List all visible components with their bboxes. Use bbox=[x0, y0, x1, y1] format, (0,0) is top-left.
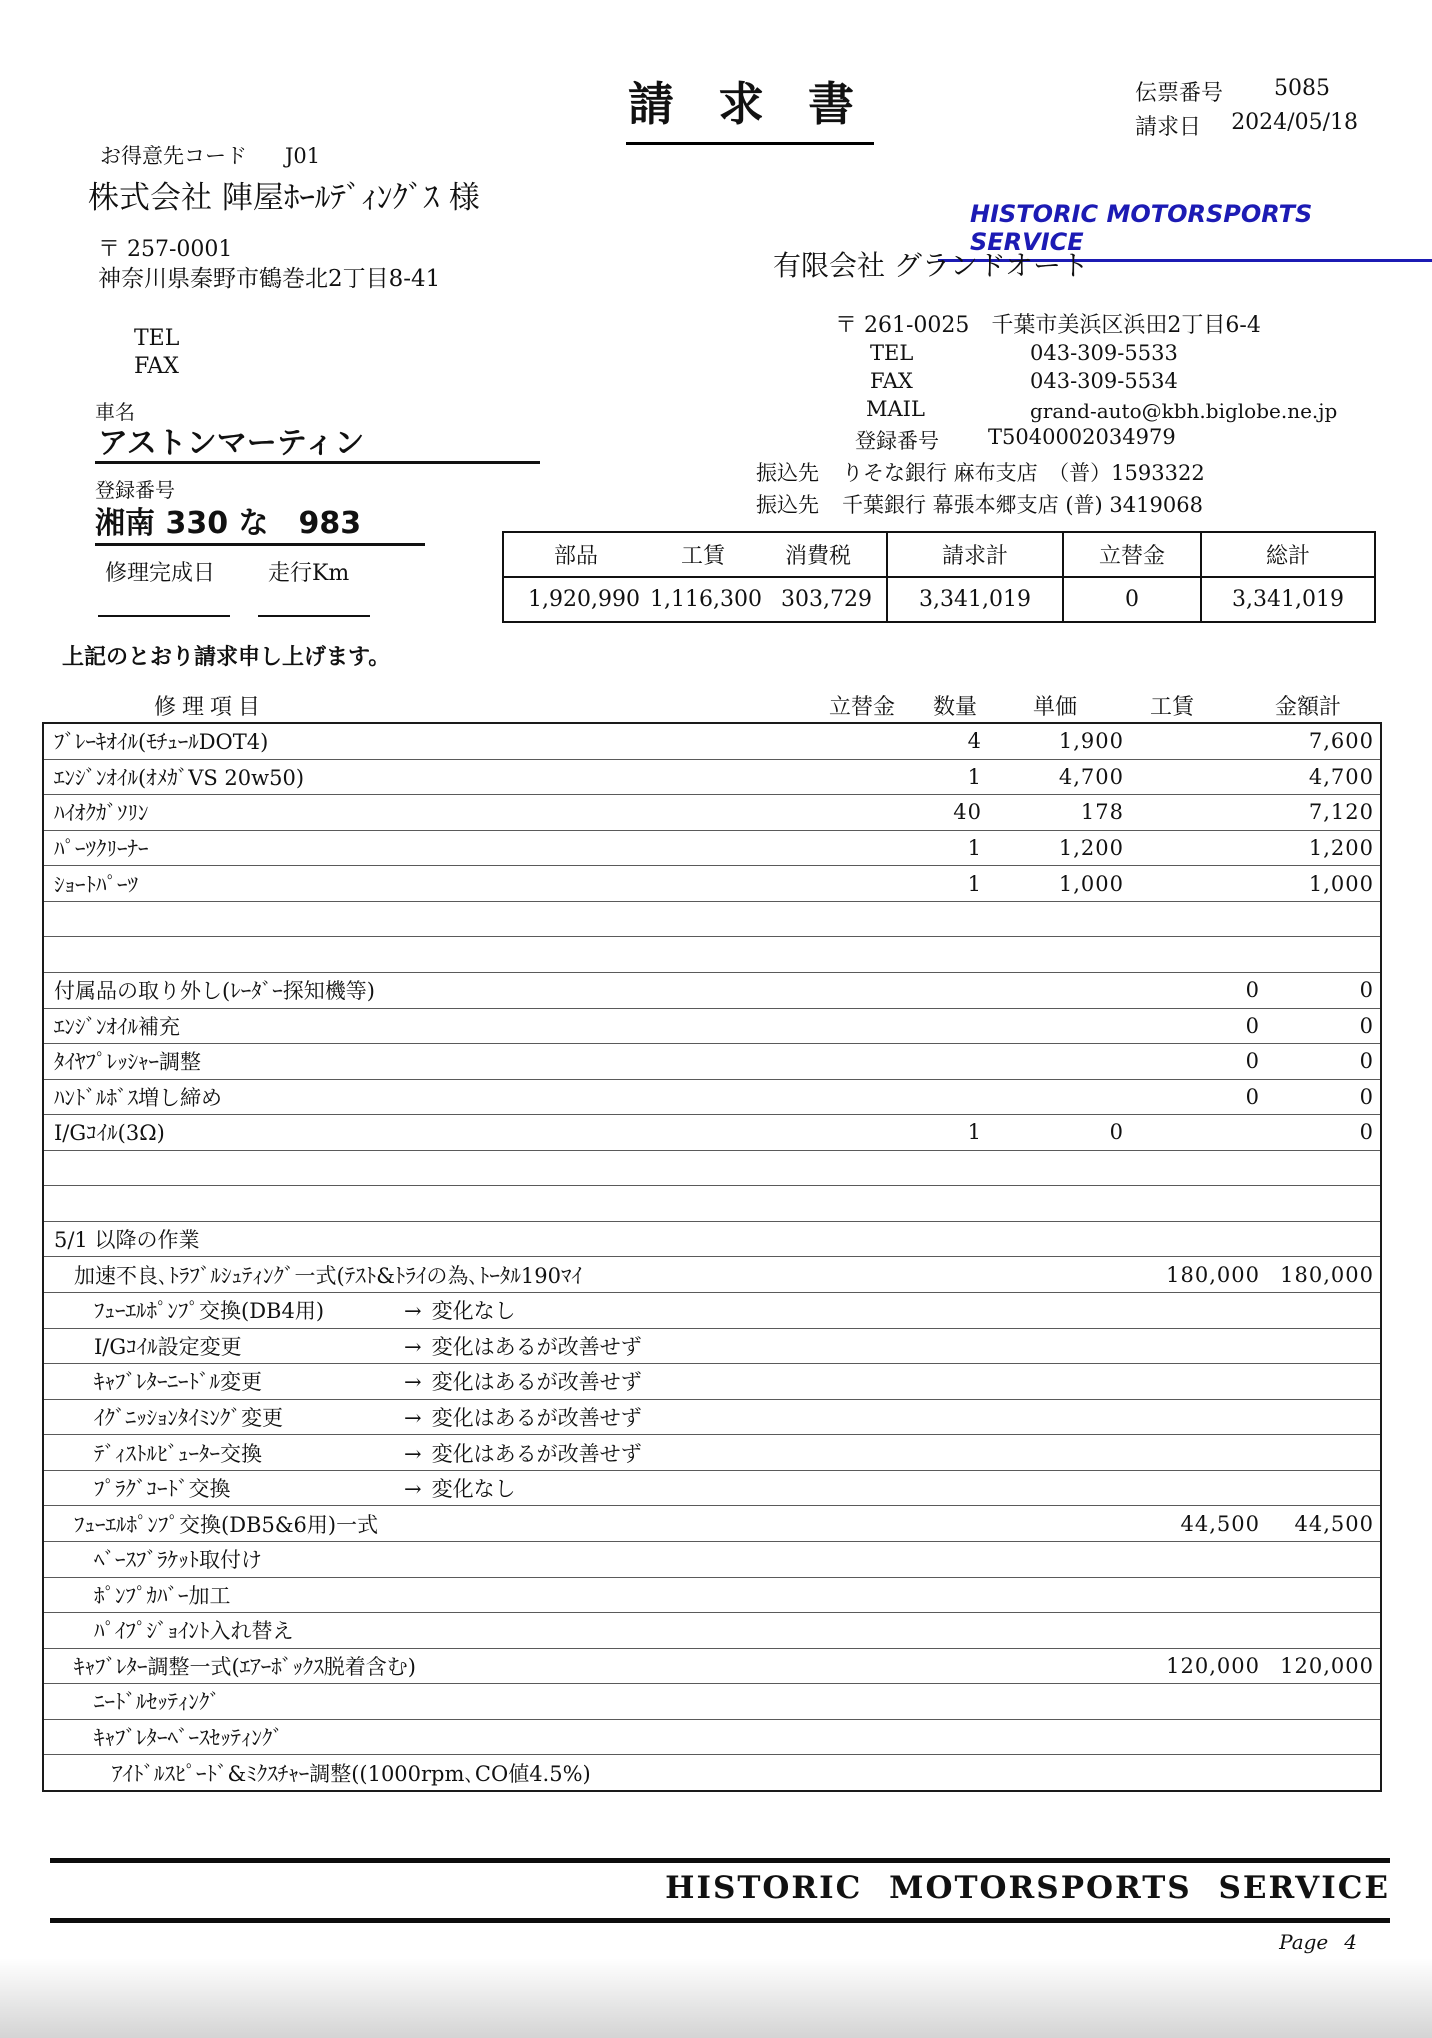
table-row bbox=[44, 1364, 1380, 1400]
qty-cell: 1 bbox=[967, 764, 982, 789]
summary-billed-label: 請求計 bbox=[888, 533, 1064, 576]
table-row bbox=[44, 795, 1380, 831]
vendor-postal-address: 〒 261-0025 千葉市美浜区浜田2丁目6-4 bbox=[835, 313, 1261, 338]
qty-cell: 1 bbox=[967, 871, 982, 896]
vendor-reg-label: 登録番号 bbox=[855, 429, 939, 453]
header-amount: 金額計 bbox=[1274, 694, 1341, 720]
customer-code-label: お得意先コード bbox=[100, 144, 247, 168]
arrow-glyph: → bbox=[404, 1334, 422, 1359]
slip-number-value: 5085 bbox=[1274, 76, 1330, 101]
summary-labor-value: 1,116,300 bbox=[650, 587, 762, 612]
table-row bbox=[44, 1755, 1380, 1790]
item-cell: ｴﾝｼﾞﾝｵｲﾙ(ｵﾒｶﾞVS 20w50) bbox=[54, 765, 305, 790]
scan-shadow bbox=[0, 1958, 1432, 2038]
summary-parts-value: 1,920,990 bbox=[528, 587, 640, 612]
amount-cell: 1,200 bbox=[1308, 835, 1374, 860]
header-labor: 工賃 bbox=[1149, 694, 1194, 720]
work-step-result: 変化はあるが改善せず bbox=[431, 1334, 642, 1359]
unit-price-cell: 178 bbox=[1080, 800, 1124, 825]
summary-labor-label: 工賃 bbox=[680, 544, 725, 569]
labor-cell: 180,000 bbox=[1166, 1262, 1260, 1287]
registration-label: 登録番号 bbox=[95, 478, 175, 502]
work-step-label: ｷｬﾌﾞﾚﾀｰﾆｰﾄﾞﾙ変更 bbox=[94, 1370, 262, 1395]
labor-cell: 0 bbox=[1245, 1013, 1260, 1038]
amount-cell: 4,700 bbox=[1308, 764, 1374, 789]
work-step-result: 変化なし bbox=[431, 1477, 516, 1502]
work-step-label: ﾌｭｰｴﾙﾎﾟﾝﾌﾟ交換(DB4用) bbox=[94, 1299, 325, 1324]
page-title: 請 求 書 bbox=[626, 68, 874, 145]
footer-rule-bottom bbox=[50, 1918, 1390, 1923]
registration-value: 湘南 330 な 983 bbox=[95, 506, 362, 541]
table-row bbox=[44, 1684, 1380, 1720]
table-row bbox=[44, 973, 1380, 1009]
item-cell: ﾆｰﾄﾞﾙｾｯﾃｨﾝｸﾞ bbox=[94, 1690, 220, 1715]
qty-cell: 40 bbox=[953, 800, 982, 825]
qty-cell: 4 bbox=[967, 729, 982, 754]
summary-tax-value: 303,729 bbox=[781, 587, 872, 612]
table-row bbox=[44, 760, 1380, 796]
page-number bbox=[42, 1930, 1357, 1954]
customer-postal: 〒 257-0001 bbox=[98, 237, 233, 262]
labor-cell: 44,500 bbox=[1180, 1511, 1260, 1536]
vendor-tel-value: 043-309-5533 bbox=[1030, 341, 1178, 365]
table-row bbox=[44, 1329, 1380, 1365]
summary-parts-label: 部品 bbox=[553, 544, 598, 569]
table-row bbox=[44, 1257, 1380, 1293]
customer-fax-label: FAX bbox=[134, 354, 179, 379]
bank2-value: 千葉銀行 幕張本郷支店 (普) 3419068 bbox=[842, 493, 1203, 517]
table-row bbox=[44, 1506, 1380, 1542]
footer-rule-top bbox=[50, 1858, 1390, 1863]
work-step-label: ｲｸﾞﾆｯｼｮﾝﾀｲﾐﾝｸﾞ変更 bbox=[94, 1405, 283, 1430]
car-name-value: アストンマーティン bbox=[98, 426, 365, 461]
summary-table bbox=[502, 531, 1376, 623]
table-row bbox=[44, 724, 1380, 760]
item-cell: ﾀｲﾔﾌﾟﾚｯｼｬｰ調整 bbox=[54, 1050, 201, 1075]
item-cell bbox=[44, 1295, 794, 1325]
item-cell: 加速不良､ﾄﾗﾌﾞﾙｼｭﾃｨﾝｸﾞ一式(ﾃｽﾄ&ﾄﾗｲの為､ﾄｰﾀﾙ190ﾏｲ bbox=[74, 1263, 582, 1288]
table-row bbox=[44, 1720, 1380, 1756]
header-unit-price: 単価 bbox=[1032, 694, 1077, 720]
summary-total-value: 3,341,019 bbox=[1232, 587, 1344, 612]
table-row bbox=[44, 866, 1380, 902]
item-cell: ﾌｭｰｴﾙﾎﾟﾝﾌﾟ交換(DB5&6用)一式 bbox=[74, 1512, 379, 1537]
car-name-label: 車名 bbox=[95, 400, 135, 424]
table-row bbox=[44, 1151, 1380, 1187]
items-table-body bbox=[42, 722, 1382, 1792]
mileage-underline bbox=[258, 615, 370, 617]
bank1-value: りそな銀行 麻布支店 （普）1593322 bbox=[842, 461, 1205, 485]
footer-brand: HISTORIC MOTORSPORTS SERVICE bbox=[665, 1870, 1390, 1906]
summary-billed-value: 3,341,019 bbox=[888, 578, 1064, 621]
item-cell: ﾊｲｵｸｶﾞｿﾘﾝ bbox=[54, 801, 149, 826]
labor-cell: 0 bbox=[1245, 1049, 1260, 1074]
table-row bbox=[44, 1009, 1380, 1045]
item-cell bbox=[44, 1331, 794, 1361]
table-row bbox=[44, 1044, 1380, 1080]
registration-underline bbox=[95, 543, 425, 546]
unit-price-cell: 1,900 bbox=[1058, 729, 1124, 754]
arrow-glyph: → bbox=[404, 1405, 422, 1430]
amount-cell: 7,600 bbox=[1308, 729, 1374, 754]
work-step-label: ﾌﾟﾗｸﾞｺｰﾄﾞ交換 bbox=[94, 1477, 231, 1502]
table-row bbox=[44, 937, 1380, 973]
summary-parts-labor-tax-header bbox=[504, 533, 888, 576]
vendor-fax-value: 043-309-5534 bbox=[1030, 369, 1178, 393]
customer-name: 株式会社 陣屋ﾎｰﾙﾃﾞｨﾝｸﾞｽ 様 bbox=[88, 180, 480, 216]
amount-cell: 120,000 bbox=[1280, 1653, 1374, 1678]
table-row bbox=[44, 1578, 1380, 1614]
work-step-label: I/Gｺｲﾙ設定変更 bbox=[94, 1334, 242, 1359]
customer-address: 神奈川県秦野市鶴巻北2丁目8-41 bbox=[98, 266, 441, 292]
vendor-mail-value: grand-auto@kbh.biglobe.ne.jp bbox=[1030, 399, 1338, 423]
item-cell: 付属品の取り外し(ﾚｰﾀﾞｰ探知機等) bbox=[54, 979, 375, 1004]
amount-cell: 0 bbox=[1359, 1120, 1374, 1145]
vendor-tel-label: TEL bbox=[870, 341, 914, 365]
item-cell: 5/1 以降の作業 bbox=[54, 1228, 200, 1253]
amount-cell: 44,500 bbox=[1294, 1511, 1374, 1536]
summary-parts-labor-tax-values bbox=[504, 578, 888, 621]
invoice-date-label: 請求日 bbox=[1135, 115, 1202, 140]
item-cell: ｱｲﾄﾞﾙｽﾋﾟｰﾄﾞ&ﾐｸｽﾁｬｰ調整((1000rpm､CO値4.5%) bbox=[112, 1761, 591, 1786]
item-cell: ｷｬﾌﾞﾚﾀｰ調整一式(ｴｱｰﾎﾞｯｸｽ脱着含む) bbox=[74, 1654, 416, 1679]
item-cell bbox=[44, 1438, 794, 1468]
amount-cell: 0 bbox=[1359, 1084, 1374, 1109]
vendor-reg-value: T5040002034979 bbox=[988, 425, 1176, 449]
table-row bbox=[44, 831, 1380, 867]
table-row bbox=[44, 1186, 1380, 1222]
item-cell: ｴﾝｼﾞﾝｵｲﾙ補充 bbox=[54, 1014, 180, 1039]
amount-cell: 1,000 bbox=[1308, 871, 1374, 896]
amount-cell: 0 bbox=[1359, 1049, 1374, 1074]
summary-value-row bbox=[504, 578, 1374, 621]
amount-cell: 7,120 bbox=[1308, 800, 1374, 825]
customer-code-row bbox=[100, 140, 320, 170]
arrow-glyph: → bbox=[404, 1370, 422, 1395]
labor-cell: 0 bbox=[1245, 1084, 1260, 1109]
item-cell bbox=[44, 1366, 794, 1396]
amount-cell: 0 bbox=[1359, 1013, 1374, 1038]
unit-price-cell: 1,000 bbox=[1058, 871, 1124, 896]
header-qty: 数量 bbox=[932, 694, 977, 720]
amount-cell: 0 bbox=[1359, 978, 1374, 1003]
item-cell bbox=[44, 1473, 794, 1503]
table-row bbox=[44, 1293, 1380, 1329]
table-row bbox=[44, 1222, 1380, 1258]
summary-tax-label: 消費税 bbox=[784, 544, 851, 569]
repair-date-underline bbox=[98, 615, 230, 617]
table-row bbox=[44, 1649, 1380, 1685]
slip-number-label: 伝票番号 bbox=[1135, 81, 1224, 106]
qty-cell: 1 bbox=[967, 835, 982, 860]
item-cell bbox=[44, 1402, 794, 1432]
unit-price-cell: 0 bbox=[1109, 1120, 1124, 1145]
car-name-underline bbox=[95, 461, 540, 464]
unit-price-cell: 4,700 bbox=[1058, 764, 1124, 789]
vendor-mail-label: MAIL bbox=[866, 397, 925, 421]
arrow-glyph: → bbox=[404, 1299, 422, 1324]
table-row bbox=[44, 1115, 1380, 1151]
labor-cell: 0 bbox=[1245, 978, 1260, 1003]
vendor-fax-label: FAX bbox=[870, 369, 913, 393]
customer-code-value: J01 bbox=[285, 144, 321, 168]
vendor-brand-logo: HISTORIC MOTORSPORTS SERVICE bbox=[938, 200, 1432, 262]
summary-header-row bbox=[504, 533, 1374, 578]
qty-cell: 1 bbox=[967, 1120, 982, 1145]
table-row bbox=[44, 1471, 1380, 1507]
summary-advance-label: 立替金 bbox=[1064, 533, 1202, 576]
table-row bbox=[44, 1613, 1380, 1649]
item-cell: ﾍﾞｰｽﾌﾞﾗｹｯﾄ取付け bbox=[94, 1548, 262, 1573]
item-cell: ﾊﾝﾄﾞﾙﾎﾞｽ増し締め bbox=[54, 1085, 222, 1110]
summary-total-label: 総計 bbox=[1265, 544, 1310, 569]
invoice-date-value: 2024/05/18 bbox=[1231, 110, 1358, 135]
table-row bbox=[44, 902, 1380, 938]
item-cell: I/Gｺｲﾙ(3Ω) bbox=[54, 1121, 165, 1146]
billing-notice: 上記のとおり請求申し上げます。 bbox=[62, 645, 391, 670]
table-row bbox=[44, 1542, 1380, 1578]
item-cell: ｼｮｰﾄﾊﾟｰﾂ bbox=[54, 872, 138, 897]
labor-cell: 120,000 bbox=[1166, 1653, 1260, 1678]
customer-tel-label: TEL bbox=[134, 326, 180, 351]
vendor-name: 有限会社 グランドオート bbox=[773, 249, 1090, 282]
work-step-result: 変化はあるが改善せず bbox=[431, 1370, 642, 1395]
table-row bbox=[44, 1080, 1380, 1116]
repair-complete-date-label: 修理完成日 bbox=[105, 561, 216, 586]
unit-price-cell: 1,200 bbox=[1058, 835, 1124, 860]
item-cell: ﾊﾟｲﾌﾟｼﾞｮｲﾝﾄ入れ替え bbox=[94, 1619, 294, 1644]
bank1-label: 振込先 bbox=[756, 461, 819, 485]
work-step-result: 変化はあるが改善せず bbox=[431, 1405, 642, 1430]
amount-cell: 180,000 bbox=[1280, 1262, 1374, 1287]
header-advance: 立替金 bbox=[828, 694, 895, 720]
arrow-glyph: → bbox=[404, 1441, 422, 1466]
work-step-label: ﾃﾞｨｽﾄﾙﾋﾞｭｰﾀｰ交換 bbox=[94, 1441, 262, 1466]
mileage-label: 走行Km bbox=[268, 561, 350, 586]
header-item: 修理項目 bbox=[154, 694, 267, 720]
bank2-label: 振込先 bbox=[756, 493, 819, 517]
work-step-result: 変化なし bbox=[431, 1299, 516, 1324]
table-row bbox=[44, 1400, 1380, 1436]
summary-advance-value: 0 bbox=[1064, 578, 1202, 621]
item-cell: ｷｬﾌﾞﾚﾀｰﾍﾞｰｽｾｯﾃｨﾝｸﾞ bbox=[94, 1726, 283, 1751]
item-cell: ﾌﾞﾚｰｷｵｲﾙ(ﾓﾁｭｰﾙDOT4) bbox=[54, 730, 269, 755]
table-row bbox=[44, 1435, 1380, 1471]
work-step-result: 変化はあるが改善せず bbox=[431, 1441, 642, 1466]
arrow-glyph: → bbox=[404, 1477, 422, 1502]
item-cell: ﾊﾟｰﾂｸﾘｰﾅｰ bbox=[54, 836, 149, 861]
items-table-header bbox=[42, 690, 1378, 720]
item-cell: ﾎﾟﾝﾌﾟｶﾊﾞｰ加工 bbox=[94, 1583, 231, 1608]
page-label: Page bbox=[1279, 1930, 1329, 1954]
page-number-value: 4 bbox=[1344, 1930, 1357, 1954]
